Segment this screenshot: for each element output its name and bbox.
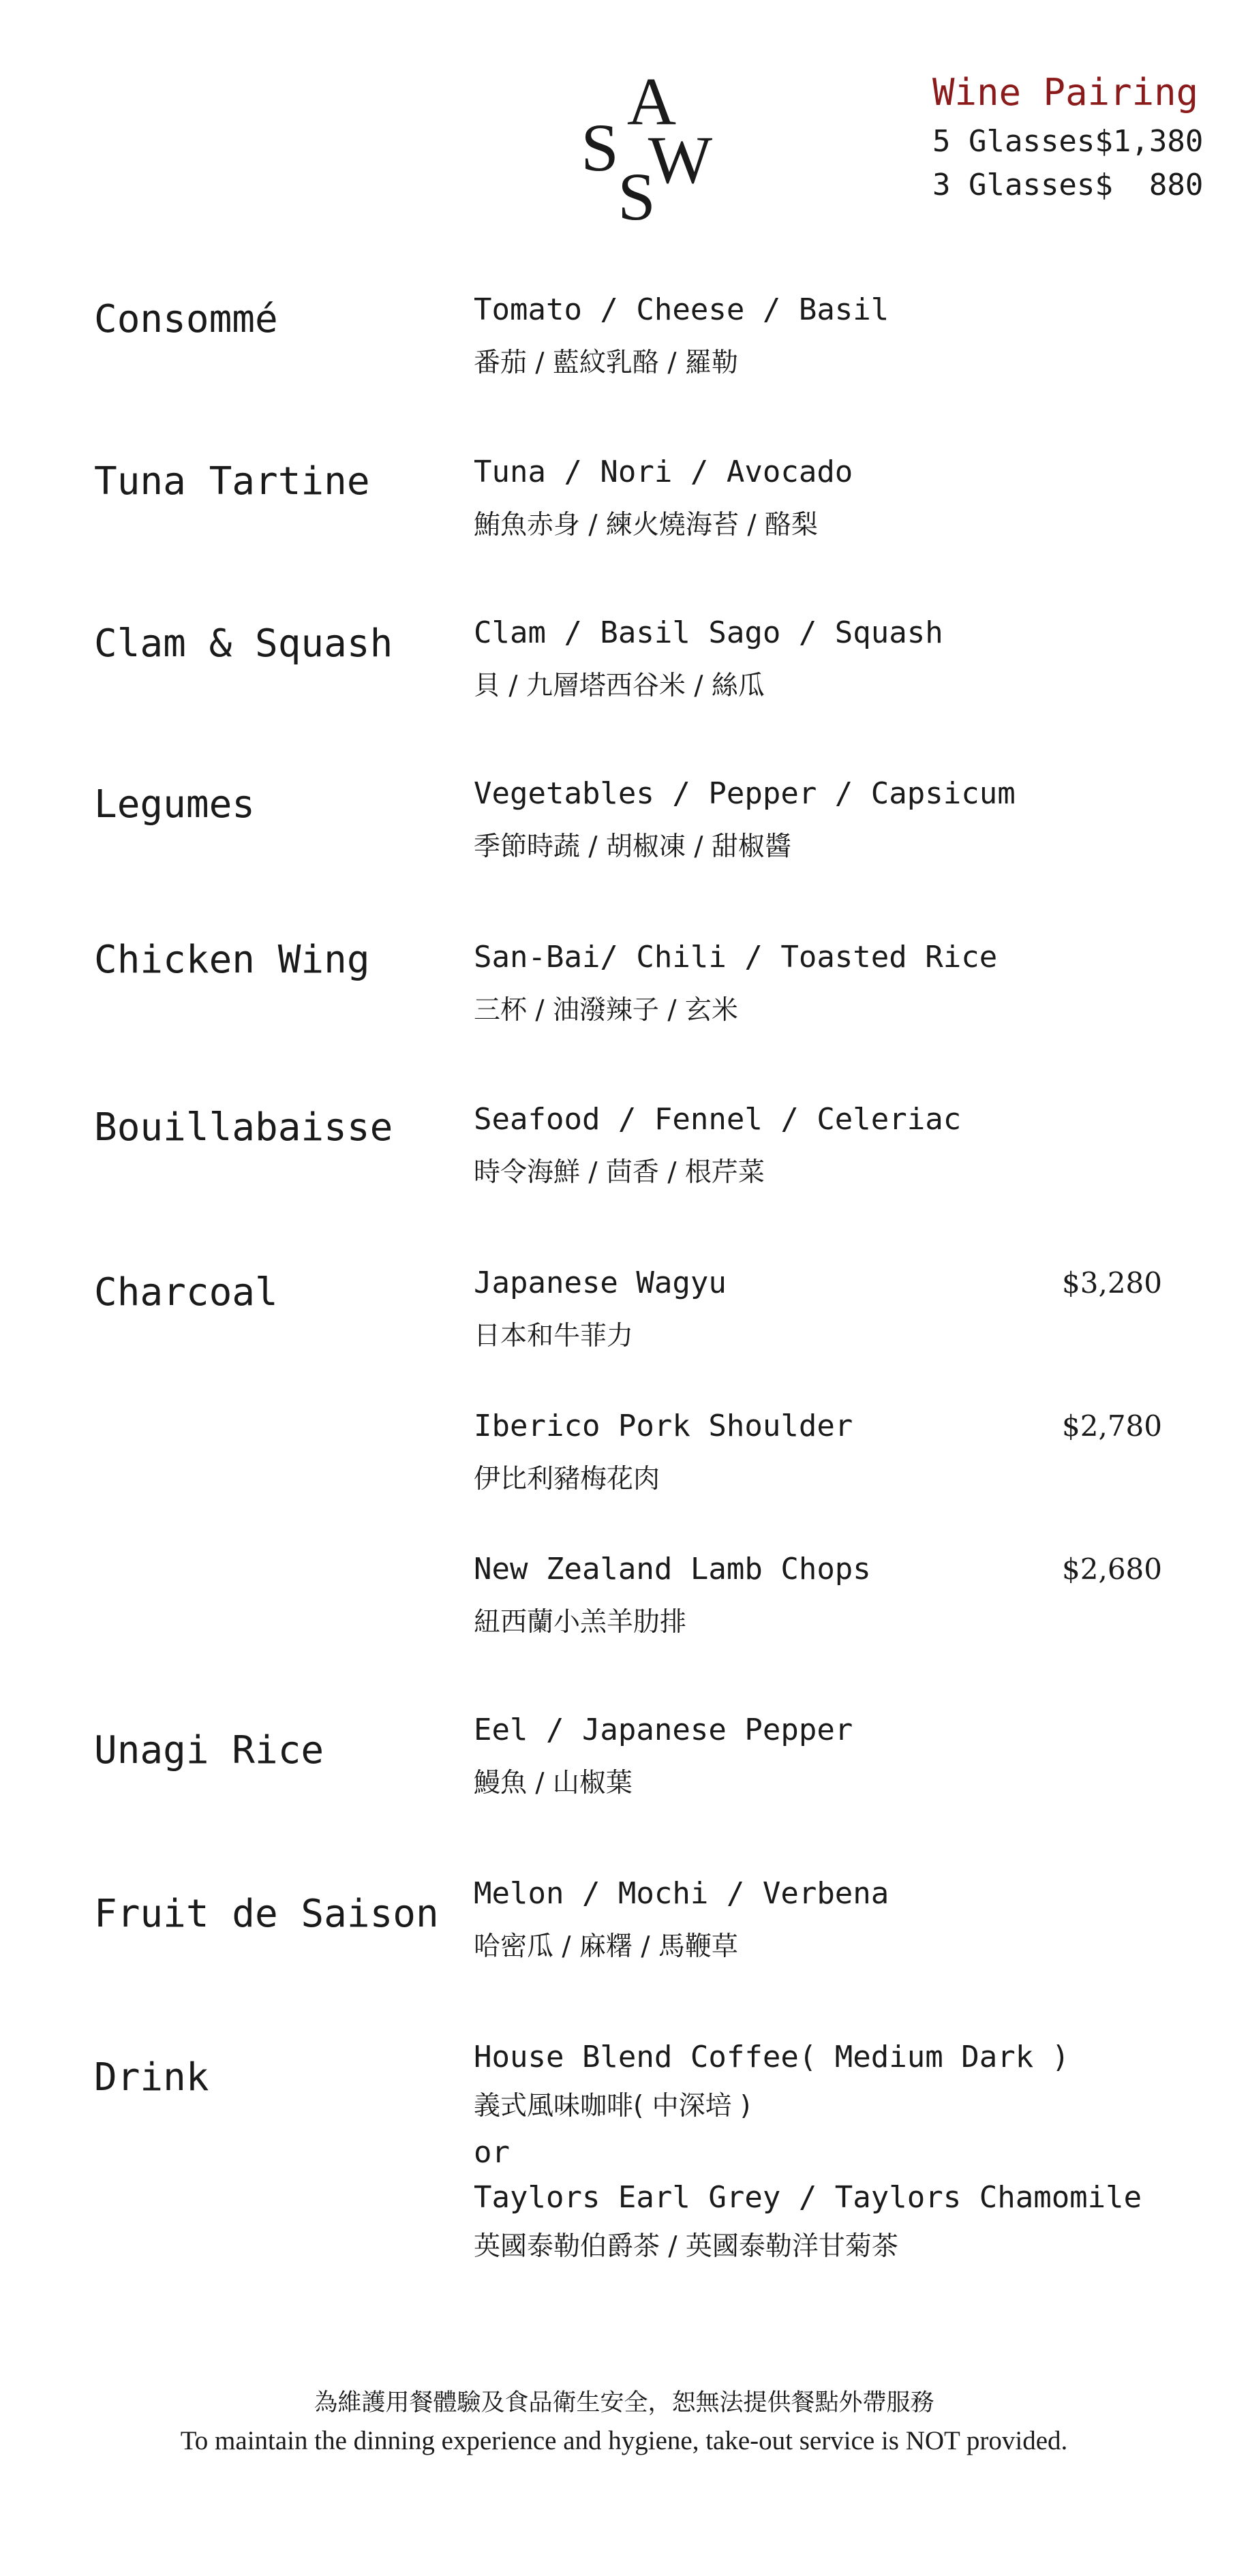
charcoal-item-price: $3,280 [1062,1266,1162,1300]
charcoal-item-en: Japanese Wagyu [474,1266,727,1300]
charcoal-item-zh: 日本和牛菲力 [474,1321,634,1351]
svg-text:W: W [648,122,713,198]
svg-text:A: A [626,68,677,139]
takeout-notice [0,2384,1248,2460]
course-ingredients-zh: 哈密瓜 / 麻糬 / 馬鞭草 [474,1931,738,1962]
course-ingredients-zh: 時令海鮮 / 茴香 / 根芹菜 [474,1157,765,1188]
course-ingredients-en: Eel / Japanese Pepper [474,1713,853,1747]
course-ingredients-en: Vegetables / Pepper / Capsicum [474,776,1016,811]
wine-pairing-title: Wine Pairing [932,71,1199,114]
charcoal-item-price: $2,780 [1062,1409,1162,1443]
course-description [474,451,1162,547]
charcoal-option [474,1262,1162,1358]
course-description [474,289,1162,384]
course-ingredients-en: Tuna / Nori / Avocado [474,455,853,489]
course-name: Chicken Wing [94,938,370,982]
course-name: Fruit de Saison [94,1892,439,1936]
course-ingredients-zh: 番茄 / 藍紋乳酪 / 羅勒 [474,348,738,378]
wine-pairing-option-5: 5 Glasses$1,380 [932,124,1204,159]
asw-monogram-logo [571,68,735,232]
course-name: Drink [94,2055,209,2100]
course-name: Unagi Rice [94,1728,324,1773]
course-ingredients-en: Tomato / Cheese / Basil [474,292,889,327]
course-description [474,612,1162,707]
takeout-notice-zh: 為維護用餐體驗及食品衛生安全，恕無法提供餐點外帶服務 [314,2389,934,2417]
restaurant-logo [571,68,735,232]
tea-en: Taylors Earl Grey / Taylors Chamomile [474,2180,1142,2215]
wine-pairing-option-3: 3 Glasses$ 880 [932,168,1204,202]
svg-text:S: S [581,110,619,185]
course-name: Legumes [94,782,256,827]
course-ingredients-en: Melon / Mochi / Verbena [474,1876,889,1911]
coffee-en: House Blend Coffee( Medium Dark ) [474,2040,1070,2074]
charcoal-item-zh: 紐西蘭小羔羊肋排 [474,1607,687,1638]
course-description [474,1709,1162,1805]
course-name: Bouillabaisse [94,1105,393,1150]
course-name: Consommé [94,297,278,341]
charcoal-item-en: Iberico Pork Shoulder [474,1409,853,1443]
course-name: Tuna Tartine [94,459,370,504]
course-description [474,773,1162,868]
course-ingredients-zh: 三杯 / 油潑辣子 / 玄米 [474,995,738,1026]
course-ingredients-zh: 季節時蔬 / 胡椒凍 / 甜椒醬 [474,831,791,862]
takeout-notice-en: To maintain the dinning experience and hygiene, take-out service is NOT provided. [180,2426,1068,2455]
drink-description [474,2036,1162,2268]
course-ingredients-en: San-Bai/ Chili / Toasted Rice [474,940,998,975]
course-name: Clam & Squash [94,622,393,666]
charcoal-item-zh: 伊比利豬梅花肉 [474,1464,660,1494]
course-description [474,936,1162,1032]
charcoal-item-price: $2,680 [1062,1552,1162,1586]
coffee-zh: 義式風味咖啡( 中深培 ) [474,2091,751,2121]
wine-pairing-box [932,65,1204,207]
course-description [474,1099,1162,1194]
course-ingredients-en: Clam / Basil Sago / Squash [474,615,943,650]
course-description [474,1873,1162,1968]
course-ingredients-zh: 鮪魚赤身 / 練火燒海苔 / 酪梨 [474,510,818,540]
tea-zh: 英國泰勒伯爵茶 / 英國泰勒洋甘菊茶 [474,2231,898,2262]
course-ingredients-zh: 貝 / 九層塔西谷米 / 絲瓜 [474,671,765,701]
svg-text:S: S [618,159,656,232]
charcoal-option [474,1405,1162,1501]
drink-or: or [474,2135,510,2170]
course-ingredients-en: Seafood / Fennel / Celeriac [474,1102,962,1137]
course-ingredients-zh: 鰻魚 / 山椒葉 [474,1768,633,1798]
charcoal-item-en: New Zealand Lamb Chops [474,1552,871,1586]
course-name: Charcoal [94,1270,278,1315]
charcoal-option [474,1548,1162,1644]
